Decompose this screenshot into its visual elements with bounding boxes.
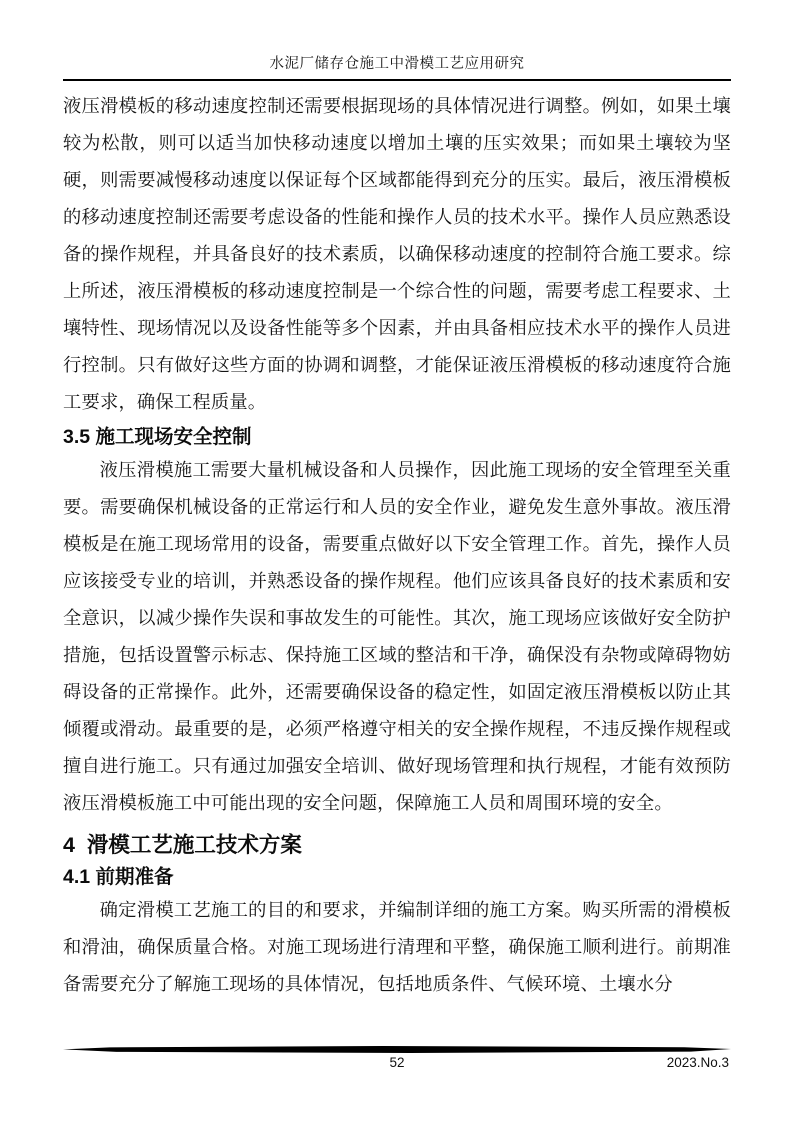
paragraph-preparation: 确定滑模工艺施工的目的和要求，并编制详细的施工方案。购买所需的滑模板和滑油，确保质量合格。对施工现场进行清理和平整，确保施工顺利进行。前期准备需要充分了解施工现场的具体情况，包括地质条件、气候环境、土壤水分 xyxy=(63,900,731,994)
running-title: 水泥厂储存仓施工中滑模工艺应用研究 xyxy=(269,56,525,72)
paragraph-safety-control: 液压滑模施工需要大量机械设备和人员操作，因此施工现场的安全管理至关重要。需要确保机械设备的正常运行和人员的安全作业，避免发生意外事故。液压滑模板是在施工现场常用的设备，需要重点做好以下安全管理工作。首先，操作人员应该接受专业的培训，并熟悉设备的操作规程。他们应该具备良好的技术素质和安全意识，以减少操作失误和事故发生的可能性。其次，施工现场应该做好安全防护措施，包括设置警示标志、保持施工区域的整洁和干净，确保没有杂物或障碍物妨碍设备的正常操作。此外，还需要确保设备的稳定性，如固定液压滑模板以防止其倾覆或滑动。最重要的是，必须严格遵守相关的安全操作规程，不违反操作规程或擅自进行施工。只有通过加强安全培训、做好现场管理和执行规程，才能有效预防液压滑模板施工中可能出现的安全问题，保障施工人员和周围环境的安全。 xyxy=(63,460,731,813)
journal-issue: 2023.No.3 xyxy=(666,1055,729,1070)
document-body xyxy=(63,88,731,1003)
heading-section-3-5: 3.5 施工现场安全控制 xyxy=(63,426,252,448)
page-number: 52 xyxy=(389,1055,405,1070)
footer-text-row xyxy=(63,1055,731,1070)
footer-divider xyxy=(63,1046,731,1053)
heading-section-4-1: 4.1 前期准备 xyxy=(63,866,174,888)
paragraph-speed-control: 液压滑模板的移动速度控制还需要根据现场的具体情况进行调整。例如，如果土壤较为松散，则可以适当加快移动速度以增加土壤的压实效果；而如果土壤较为坚硬，则需要减慢移动速度以保证每个区域都能得到充分的压实。最后，液压滑模板的移动速度控制还需要考虑设备的性能和操作人员的技术水平。操作人员应熟悉设备的操作规程，并具备良好的技术素质，以确保移动速度的控制符合施工要求。综上所述，液压滑模板的移动速度控制是一个综合性的问题，需要考虑工程要求、土壤特性、现场情况以及设备性能等多个因素，并由具备相应技术水平的操作人员进行控制。只有做好这些方面的协调和调整，才能保证液压滑模板的移动速度符合施工要求，确保工程质量。 xyxy=(63,96,731,412)
heading-chapter-4: 4 滑模工艺施工技术方案 xyxy=(63,833,302,857)
page-header xyxy=(63,52,731,81)
page-footer xyxy=(63,1046,731,1070)
